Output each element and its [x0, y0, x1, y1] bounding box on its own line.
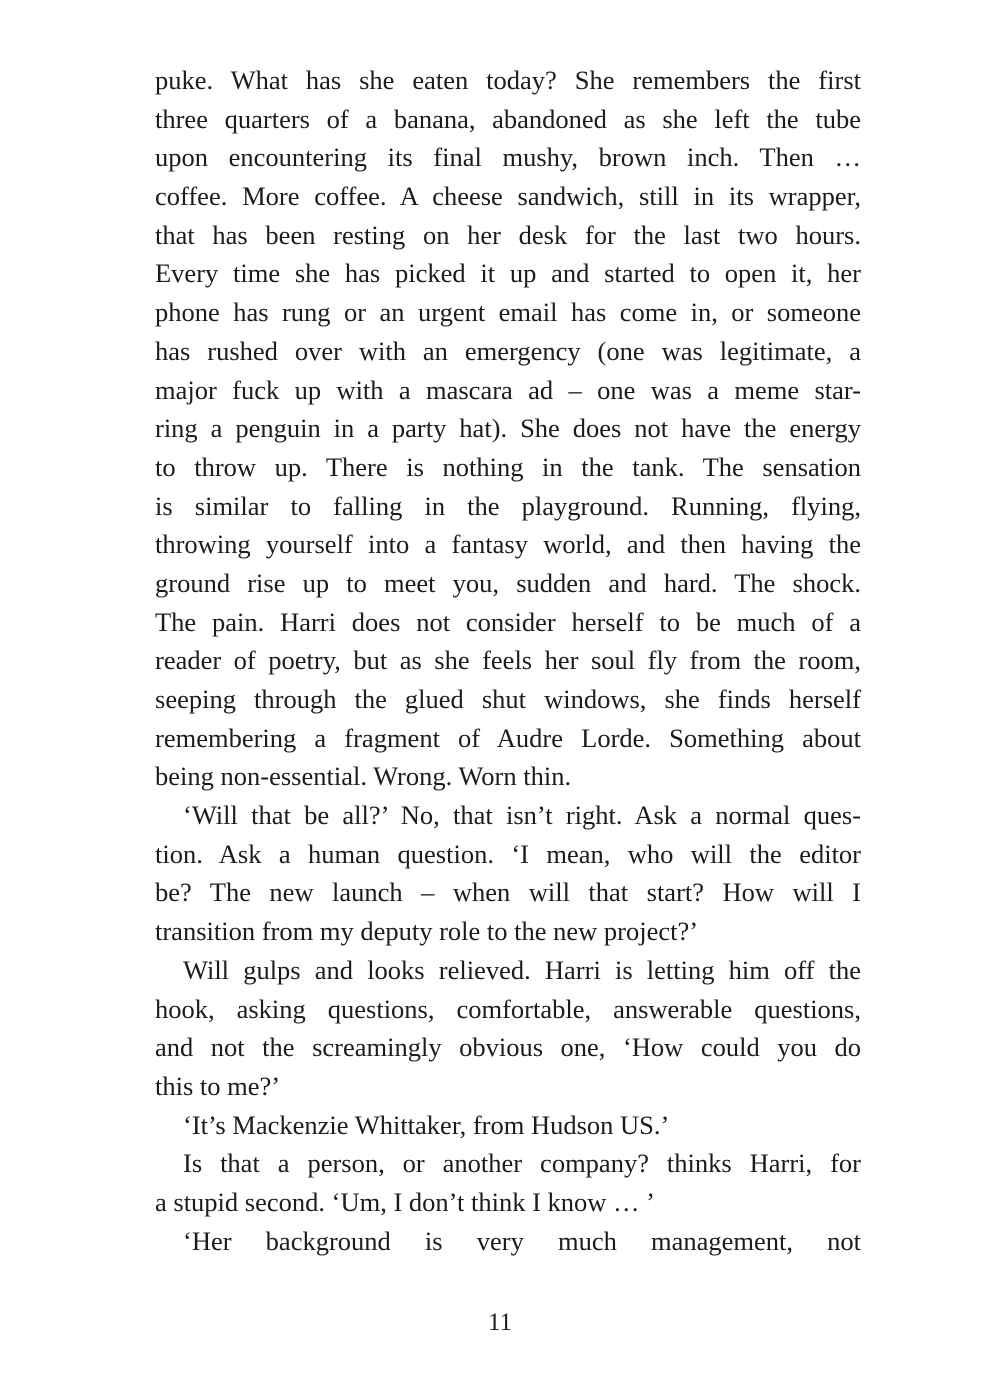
text-line: to throw up. There is nothing in the tank. The sensation: [155, 451, 861, 482]
text-line: puke. What has she eaten today? She remembers the first: [155, 65, 861, 95]
text-line: tion. Ask a human question. ‘I mean, who will the editor: [155, 838, 861, 869]
body-text: [155, 61, 861, 1260]
text-line: major fuck up with a mascara ad – one was a meme star-: [155, 374, 861, 405]
text-line: has rushed over with an emergency (one was legitimate, a: [155, 335, 861, 366]
text-line: transition from my deputy role to the new project?’: [155, 916, 699, 947]
text-line: Will gulps and looks relieved. Harri is letting him off the: [183, 954, 861, 985]
text-line: throwing yourself into a fantasy world, and then having the: [155, 529, 861, 560]
text-line: upon encountering its final mushy, brown inch. Then …: [155, 142, 861, 173]
text-line: ‘Will that be all?’ No, that isn’t right. Ask a normal ques-: [183, 800, 861, 831]
text-line: hook, asking questions, comfortable, answerable questions,: [155, 993, 861, 1024]
text-line: ring a penguin in a party hat). She does not have the energy: [155, 413, 861, 444]
text-line: Every time she has picked it up and started to open it, her: [155, 258, 861, 289]
text-line: The pain. Harri does not consider herself to be much of a: [155, 606, 861, 637]
text-line: phone has rung or an urgent email has come in, or someone: [155, 297, 861, 328]
text-line: ‘It’s Mackenzie Whittaker, from Hudson US.’: [183, 1109, 670, 1140]
text-line: remembering a fragment of Audre Lorde. Something about: [155, 722, 861, 753]
text-line: seeping through the glued shut windows, she finds herself: [155, 684, 861, 714]
text-line: is similar to falling in the playground. Running, flying,: [155, 490, 861, 521]
text-line: ‘Her background is very much management, not: [183, 1225, 861, 1256]
text-line: coffee. More coffee. A cheese sandwich, still in its wrapper,: [155, 181, 861, 212]
page-number: 11: [487, 1309, 513, 1336]
text-line: reader of poetry, but as she feels her soul fly from the room,: [155, 645, 861, 676]
text-line: three quarters of a banana, abandoned as she left the tube: [155, 103, 861, 134]
text-line: and not the screamingly obvious one, ‘How could you do: [155, 1032, 861, 1063]
text-line: being non-essential. Wrong. Worn thin.: [155, 761, 572, 792]
text-line: that has been resting on her desk for the last two hours.: [155, 219, 861, 250]
text-line: a stupid second. ‘Um, I don’t think I know … ’: [155, 1186, 656, 1217]
text-line: be? The new launch – when will that start? How will I: [155, 877, 861, 908]
text-line: Is that a person, or another company? thinks Harri, for: [183, 1148, 861, 1179]
text-line: ground rise up to meet you, sudden and hard. The shock.: [155, 567, 861, 598]
text-line: this to me?’: [155, 1070, 281, 1101]
